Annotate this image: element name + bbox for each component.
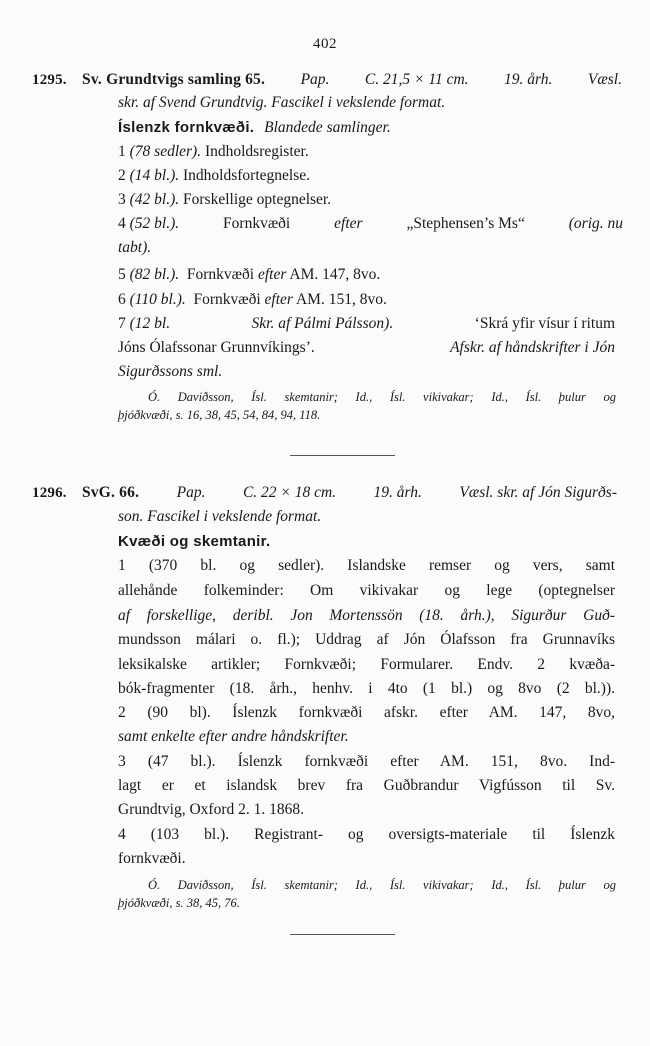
body-line: mundsson málari o. fl.); Uddrag af Jón Ólafsson fra Grunnavíks: [118, 631, 615, 648]
source-reference: þjóðkvæði, s. 16, 38, 45, 54, 84, 94, 118.: [118, 408, 321, 422]
body-line: af forskellige, deribl. Jon Mortenssön (18. årh.), Sigurður Guð-: [118, 607, 615, 624]
section-divider: [290, 455, 395, 456]
item-line: 7 (12 bl. Skr. af Pálmi Pálsson). ‘Skrá yfir vísur í ritum: [118, 315, 615, 332]
entry-header-line-2: skr. af Svend Grundtvig. Fascikel i vekslende format.: [118, 94, 446, 111]
body-line: bók-fragmenter (18. årh., henhv. i 4to (1 bl.) og 8vo (2 bl.)).: [118, 680, 615, 697]
collection-name: SvG. 66.: [82, 484, 140, 501]
entry-number: 1296.: [32, 485, 67, 501]
item-line: 4 (52 bl.). Fornkvæði efter „Stephensen’s Ms“ (orig. nu: [118, 215, 623, 232]
section-heading: [118, 532, 270, 552]
body-line: fornkvæði.: [118, 850, 186, 867]
entry-header-line: [82, 483, 617, 503]
entry-header-line: [82, 70, 622, 90]
body-line: 3 (47 bl.). Íslenzk fornkvæði efter AM. 151, 8vo. Ind-: [118, 753, 615, 770]
script-note: Væsl.: [587, 71, 622, 88]
heading-title: Kvæði og skemtanir.: [118, 533, 271, 550]
entry-number: 1295.: [32, 72, 67, 88]
body-line: samt enkelte efter andre håndskrifter.: [118, 728, 349, 745]
century: 19. årh.: [373, 484, 422, 501]
script-note: Væsl. skr. af Jón Sigurðs-: [459, 484, 617, 501]
section-heading: [118, 118, 391, 138]
heading-subtitle: Blandede samlinger.: [264, 119, 391, 136]
item-line: 2 (14 bl.). Indholdsfortegnelse.: [118, 167, 310, 184]
body-line: 4 (103 bl.). Registrant- og oversigts-materiale til Íslenzk: [118, 826, 615, 843]
body-line: allehånde folkeminder: Om vikivakar og lege (optegnelser: [118, 582, 615, 599]
source-reference: Ó. Daviðsson, Ísl. skemtanir; Id., Ísl. vikivakar; Id., Ísl. þulur og: [148, 878, 616, 892]
material: Pap.: [176, 484, 206, 501]
dimensions: C. 22 × 18 cm.: [242, 484, 337, 501]
body-line: 2 (90 bl). Íslenzk fornkvæði afskr. efter AM. 147, 8vo,: [118, 704, 615, 721]
body-line: lagt er et islandsk brev fra Guðbrandur Vigfússon til Sv.: [118, 777, 615, 794]
century: 19. årh.: [504, 71, 553, 88]
source-reference: Ó. Daviðsson, Ísl. skemtanir; Id., Ísl. vikivakar; Id., Ísl. þulur og: [148, 390, 616, 404]
body-line: leksikalske artikler; Fornkvæði; Formularer. Endv. 2 kvæða-: [118, 656, 615, 673]
item-line: tabt).: [118, 239, 152, 256]
item-line: 6 (110 bl.). Fornkvæði efter AM. 151, 8vo.: [118, 291, 387, 308]
source-reference: þjóðkvæði, s. 38, 45, 76.: [118, 896, 240, 910]
body-line: 1 (370 bl. og sedler). Islandske remser og vers, samt: [118, 557, 615, 574]
material: Pap.: [300, 71, 330, 88]
body-line: Grundtvig, Oxford 2. 1. 1868.: [118, 801, 304, 818]
entry-header-line-2: son. Fascikel i vekslende format.: [118, 508, 322, 525]
item-line: Sigurðssons sml.: [118, 363, 223, 380]
heading-title: Íslenzk fornkvæði.: [118, 119, 255, 136]
dimensions: C. 21,5 × 11 cm.: [364, 71, 469, 88]
page-number: 402: [313, 36, 337, 52]
item-line: 1 (78 sedler). Indholdsregister.: [118, 143, 309, 160]
collection-name: Sv. Grundtvigs samling 65.: [82, 71, 266, 88]
section-divider: [290, 934, 395, 935]
item-line: 3 (42 bl.). Forskellige optegnelser.: [118, 191, 332, 208]
item-line: Jóns Ólafssonar Grunnvíkings’. Afskr. af håndskrifter i Jón: [118, 339, 615, 356]
item-line: 5 (82 bl.). Fornkvæði efter AM. 147, 8vo.: [118, 266, 381, 283]
